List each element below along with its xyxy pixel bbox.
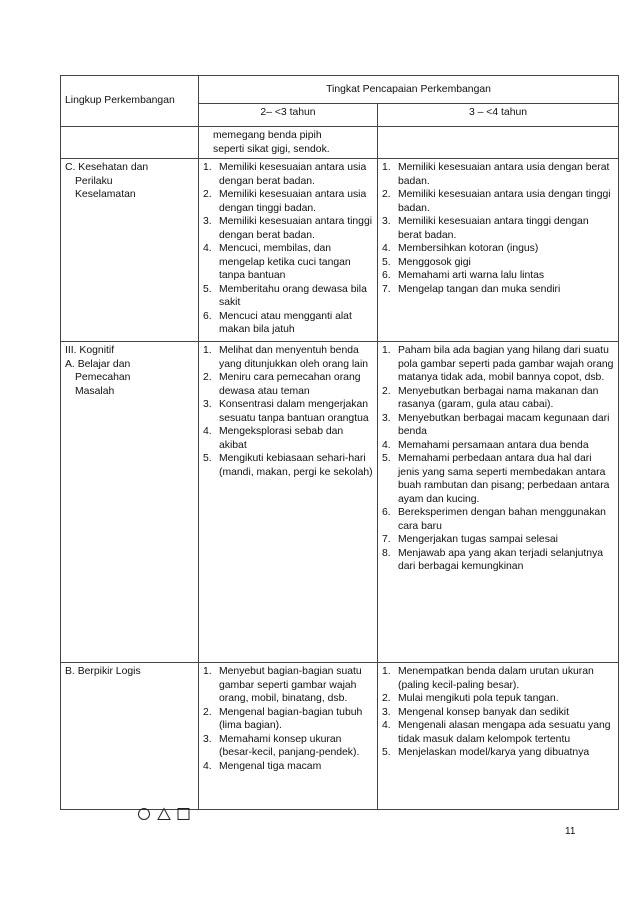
item-number: 1. (382, 162, 391, 173)
shape-symbols (137, 807, 193, 821)
item-number: 3. (382, 412, 391, 424)
kesehatan-col2-list (203, 161, 373, 337)
header-age-2: 3 – <4 tahun (378, 104, 619, 127)
item-text: Mengelap tangan dan muka sendiri (398, 283, 561, 295)
list-item (203, 425, 373, 452)
item-text: Mengenali alasan mengapa ada sesuatu yang tidak masuk dalam kelompok tertentu (398, 720, 611, 745)
list-item (382, 665, 614, 692)
kognitif-col2-list (203, 344, 373, 479)
kognitif-col3-cell (378, 342, 619, 663)
item-text: Membersihkan kotoran (ingus) (398, 243, 539, 254)
list-item (203, 665, 373, 706)
item-number: 3. (203, 216, 212, 227)
list-item (203, 188, 373, 215)
item-number: 4. (203, 426, 212, 437)
scope-line: Perilaku (75, 175, 113, 187)
list-item (382, 161, 614, 188)
scope-line: III. Kognitif (65, 345, 115, 356)
item-number: 4. (382, 439, 391, 451)
circle-icon (139, 809, 150, 820)
header-row-1 (61, 76, 619, 104)
list-item (203, 371, 373, 398)
list-item (203, 452, 373, 479)
item-text: Mulai mengikuti pola tepuk tangan. (398, 693, 559, 704)
page-number: 11 (565, 826, 576, 837)
item-number: 6. (382, 507, 391, 518)
item-text: Memiliki kesesuaian antara tinggi dengan berat badan. (219, 216, 373, 241)
item-number: 1. (382, 666, 391, 677)
item-number: 4. (382, 720, 391, 731)
cont-col2-cell (199, 127, 378, 159)
item-number: 5. (203, 453, 212, 464)
item-text: Menempatkan benda dalam urutan ukuran (paling kecil-paling besar). (398, 666, 594, 691)
item-text: Menggosok gigi (398, 256, 471, 268)
cont-line: memegang benda pipih (213, 130, 322, 141)
kesehatan-col2-cell (199, 159, 378, 342)
list-item (203, 283, 373, 310)
list-item (382, 692, 614, 706)
item-number: 5. (382, 256, 391, 268)
item-number: 1. (203, 345, 212, 356)
list-item (382, 719, 614, 746)
list-item (203, 760, 373, 774)
list-item (382, 283, 614, 297)
list-item (203, 706, 373, 733)
item-number: 3. (382, 706, 391, 718)
item-text: Mengenal bagian-bagian tubuh (lima bagian). (219, 706, 363, 731)
item-text: Memiliki kesesuaian antara usia dengan berat badan. (398, 162, 610, 187)
list-item (203, 310, 373, 337)
item-number: 3. (203, 399, 212, 410)
cont-scope-cell (61, 127, 199, 159)
scope-line: B. Berpikir Logis (65, 666, 141, 677)
item-number: 7. (382, 534, 391, 545)
header-scope: Lingkup Perkembangan (61, 76, 199, 127)
item-number: 1. (203, 162, 212, 173)
item-number: 2. (203, 372, 212, 383)
list-item (382, 547, 614, 574)
list-item (203, 733, 373, 760)
item-text: Memahami persamaan antara dua benda (398, 439, 589, 451)
triangle-icon (158, 809, 170, 820)
header-age-1: 2– <3 tahun (199, 104, 378, 127)
item-text: Mengenal tiga macam (219, 760, 322, 772)
item-text: Menjawab apa yang akan terjadi selanjutnya dari berbagai kemungkinan (398, 547, 604, 572)
item-number: 2. (382, 189, 391, 200)
kesehatan-row (61, 159, 619, 342)
scope-line: Keselamatan (75, 189, 136, 200)
item-text: Menyebutkan berbagai nama makanan dan rasanya (garam, gula atau cabai). (398, 385, 599, 410)
item-text: Meniru cara pemecahan orang dewasa atau teman (219, 372, 361, 397)
item-text: Memahami konsep ukuran (besar-kecil, panjang-pendek). (219, 733, 360, 758)
list-item (382, 385, 614, 412)
scope-line: A. Belajar dan (65, 358, 131, 370)
list-item (203, 161, 373, 188)
continuation-row (61, 127, 619, 159)
scope-line: C. Kesehatan dan (65, 162, 149, 173)
item-number: 2. (382, 693, 391, 704)
item-text: Memiliki kesesuaian antara usia dengan tinggi badan. (219, 189, 367, 214)
list-item (382, 269, 614, 283)
item-text: Memiliki kesesuaian antara usia dengan tinggi badan. (398, 189, 611, 214)
kesehatan-scope-cell (61, 159, 199, 342)
item-number: 2. (203, 706, 212, 718)
logis-col2-cell (199, 663, 378, 810)
list-item (382, 706, 614, 720)
item-text: Memahami perbedaan antara dua hal dari jenis yang sama seperti membedakan antara buah rambutan dan pisang; perbedaan antara ayam dan kucing. (398, 453, 610, 505)
scope-line: Masalah (75, 385, 115, 397)
item-number: 4. (203, 760, 212, 772)
item-text: Memberitahu orang dewasa bila sakit (219, 283, 367, 308)
list-item (382, 439, 614, 453)
item-number: 8. (382, 547, 391, 559)
list-item (382, 242, 614, 256)
item-text: Mengerjakan tugas sampai selesai (398, 534, 558, 545)
logis-col2-list (203, 665, 373, 773)
kognitif-col3-list (382, 344, 614, 574)
item-number: 3. (382, 216, 391, 227)
cont-col3-cell (378, 127, 619, 159)
list-item (382, 188, 614, 215)
item-text: Mencuci atau mengganti alat makan bila jatuh (219, 310, 352, 335)
item-text: Menjelaskan model/karya yang dibuatnya (398, 747, 590, 758)
item-number: 1. (203, 666, 212, 677)
list-item (382, 506, 614, 533)
list-item (382, 412, 614, 439)
list-item (382, 452, 614, 506)
logis-col3-list (382, 665, 614, 760)
item-number: 6. (203, 310, 212, 322)
kesehatan-col3-list (382, 161, 614, 296)
logis-scope-cell (61, 663, 199, 810)
cont-line: seperti sikat gigi, sendok. (213, 143, 330, 155)
item-text: Menyebut bagian-bagian suatu gambar seperti gambar wajah orang, mobil, binatang, dsb. (219, 666, 362, 704)
list-item (382, 215, 614, 242)
list-item (382, 533, 614, 547)
logis-col3-cell (378, 663, 619, 810)
item-text: Mengeksplorasi sebab dan akibat (219, 426, 344, 451)
logis-row (61, 663, 619, 810)
item-text: Memiliki kesesuaian antara usia dengan berat badan. (219, 162, 367, 187)
item-number: 1. (382, 345, 391, 356)
item-text: Melihat dan menyentuh benda yang ditunjukkan oleh orang lain (219, 345, 369, 370)
list-item (382, 344, 614, 385)
development-table (60, 75, 619, 810)
item-text: Memahami arti warna lalu lintas (398, 270, 545, 281)
item-number: 3. (203, 733, 212, 745)
item-number: 5. (382, 453, 391, 464)
list-item (203, 215, 373, 242)
list-item (382, 746, 614, 760)
item-text: Menyebutkan berbagai macam kegunaan dari benda (398, 412, 610, 437)
item-text: Mencuci, membilas, dan mengelap ketika cuci tangan tanpa bantuan (219, 243, 351, 281)
item-number: 4. (203, 243, 212, 254)
scope-line: Pemecahan (75, 372, 131, 383)
list-item (203, 344, 373, 371)
kognitif-col2-cell (199, 342, 378, 663)
item-number: 2. (203, 189, 212, 200)
item-text: Bereksperimen dengan bahan menggunakan cara baru (398, 507, 606, 532)
item-number: 7. (382, 283, 391, 295)
kesehatan-col3-cell (378, 159, 619, 342)
item-number: 2. (382, 385, 391, 397)
header-level: Tingkat Pencapaian Perkembangan (199, 76, 619, 104)
item-number: 6. (382, 270, 391, 281)
item-text: Memiliki kesesuaian antara tinggi dengan berat badan. (398, 216, 589, 241)
item-text: Paham bila ada bagian yang hilang dari suatu pola gambar seperti pada gambar wajah orang matanya tidak ada, mobil bannya copot, dsb. (398, 345, 614, 383)
list-item (382, 256, 614, 270)
kognitif-scope-cell (61, 342, 199, 663)
square-icon (178, 809, 189, 820)
item-number: 4. (382, 243, 391, 254)
item-number: 5. (382, 747, 391, 758)
item-text: Mengikuti kebiasaan sehari-hari (mandi, makan, pergi ke sekolah) (219, 453, 373, 478)
kognitif-row (61, 342, 619, 663)
item-number: 5. (203, 283, 212, 295)
list-item (203, 398, 373, 425)
item-text: Konsentrasi dalam mengerjakan sesuatu tanpa bantuan orangtua (219, 399, 369, 424)
list-item (203, 242, 373, 283)
item-text: Mengenal konsep banyak dan sedikit (398, 706, 569, 718)
